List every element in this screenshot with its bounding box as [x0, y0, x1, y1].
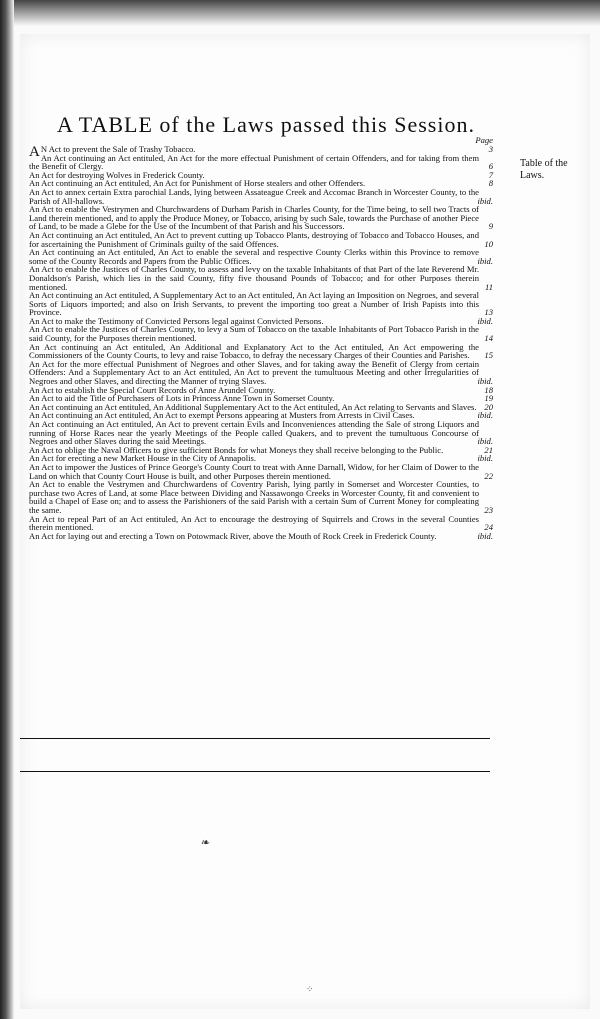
law-entry — [29, 265, 493, 291]
law-entry-page: 19 — [484, 393, 493, 404]
margin-note: Table of the Laws. — [520, 158, 568, 181]
law-entry-page: ibid. — [477, 255, 493, 266]
law-entry-text: An Act continuing an Act entituled, An Act to exempt Persons appearing at Musters from Arrests in Civil Cases. — [29, 410, 415, 421]
closing-rule-bottom — [20, 771, 490, 772]
law-entry — [29, 188, 493, 205]
law-entry — [29, 154, 493, 171]
law-entry-text: An Act to enable the Vestrymen and Churchwardens of Coventry Parish, lying partly in Somerset and Worcester Counties, to purchase two Acres of Land, at some Place between Dividing and Nassawongo Creeks in Worcester County, fit and convenient to build a Chapel of Ease on; and to assess the Parishioners of the said Parish with a certain Sum of Current Money for compleating the same. — [29, 479, 479, 515]
law-entry-page: 3 — [488, 144, 493, 154]
law-entry-text: An Act for erecting a new Market House in the City of Annapolis. — [29, 453, 256, 464]
law-entry-page: 11 — [485, 281, 493, 292]
law-entry-text: An Act continuing an Act entituled, An Additional Supplementary Act to the Act entituled, An Act relating to Servants and Slaves. — [29, 401, 477, 412]
law-entry-page: ibid. — [477, 453, 493, 464]
law-entry-text: An Act continuing an Act entituled, A Supplementary Act to an Act entituled, An Act laying an Imposition on Negroes, and several Sorts of Liquors imported; and also on Irish Servants, to prevent the importing too great a Number of Irish Papists into this Province. — [29, 290, 479, 318]
law-entry-text: An Act to impower the Justices of Prince George's County Court to treat with Anne Darnall, Widow, for her Claim of Dower to the Land on which that County Court House is built, and other Purposes therein mentioned. — [29, 461, 479, 481]
law-entry-text: An Act to annex certain Extra parochial Lands, lying between Assateague Creek and Accomac Branch in Worcester County, to the Parish of All-hallows. — [29, 186, 479, 206]
law-entry-page: ibid. — [477, 315, 493, 326]
law-entry — [29, 420, 493, 446]
law-entry-page: 7 — [488, 169, 493, 180]
law-entry — [29, 360, 493, 386]
law-entry — [29, 480, 493, 514]
law-entry-page: 6 — [488, 161, 493, 172]
law-entry — [29, 248, 493, 265]
law-entry-page: 15 — [484, 350, 493, 361]
law-entry-page: ibid. — [477, 195, 493, 206]
law-entry-page: 9 — [488, 221, 493, 232]
law-entry-text: An Act to establish the Special Court Records of Anne Arundel County. — [29, 384, 276, 395]
law-entry-text: An Act to enable the Vestrymen and Churchwardens of Durham Parish in Charles County, for the Time being, to sell two Tracts of Land therein mentioned, and to apply the Produce Money, or Tobacco, arising by such Sale, towards the Purchase of another Piece of Land, to be made a Glebe for the Use of the Incumbent of that Parish and his Successors. — [29, 204, 479, 232]
document-title: A TABLE of the Laws passed this Session. — [57, 112, 475, 137]
law-entry-text: An Act to enable the Justices of Charles County, to levy a Sum of Tobacco on the taxable Inhabitants of Port Tobacco Parish in the said County, for the Purposes therein mentioned. — [29, 324, 479, 344]
law-entry-text: An Act continuing an Act entituled, An Act for the more effectual Punishment of certain Offenders, and for taking from them the Benefit of Clergy. — [29, 152, 479, 172]
law-entry — [29, 231, 493, 248]
law-entry-page: 20 — [484, 401, 493, 412]
law-entry — [29, 325, 493, 342]
law-entry-text: An Act to aid the Title of Purchasers of Lots in Princess Anne Town in Somerset County. — [29, 393, 335, 404]
law-entry-text: AN Act to prevent the Sale of Trashy Tobacco. — [29, 144, 196, 160]
law-entry — [29, 343, 493, 360]
law-entry — [29, 532, 493, 541]
law-entry-text: An Act for the more effectual Punishment of Negroes and other Slaves, and for taking away the Benefit of Clergy from certain Offenders: And a Supplementary Act to an Act entituled, An Act to prevent the tumultuous Meeting and other Irregularities of Negroes and other Slaves, and directing the Manner of trying Slaves. — [29, 358, 479, 387]
law-entry-text: An Act to repeal Part of an Act entituled, An Act to encourage the destroying of Squirrels and Crows in the several Counties therein mentioned. — [29, 513, 479, 533]
law-entry-text: An Act to oblige the Naval Officers to give sufficient Bonds for what Moneys they shall receive belonging to the Public. — [29, 444, 444, 455]
law-entry-page: ibid. — [477, 436, 493, 447]
law-entry-page: 18 — [484, 384, 493, 395]
law-entry-page: 22 — [484, 470, 493, 481]
law-entry — [29, 515, 493, 532]
law-entry-page: ibid. — [477, 410, 493, 421]
law-entry-page: ibid. — [477, 530, 493, 541]
law-entry-page: 24 — [484, 522, 493, 533]
law-entry-text: An Act continuing an Act entituled, An Act to prevent cutting up Tobacco Plants, destroying of Tobacco and Tobacco Houses, and for ascertaining the Punishment of Criminals guilty of the said Offences. — [29, 229, 479, 249]
table-of-laws — [29, 145, 493, 540]
law-entry-page: 8 — [488, 178, 493, 189]
law-entry — [29, 291, 493, 317]
law-entry-text: An Act for laying out and erecting a Town on Potowmack River, above the Mouth of Rock Creek in Frederick County. — [29, 530, 437, 541]
law-entry-page: 23 — [484, 504, 493, 515]
law-entry-text: An Act continuing an Act entituled, An Act to prevent certain Evils and Inconveniences attending the Sale of strong Liquors and running of Horse Races near the yearly Meetings of the People called Quakers, and to prevent the tumultuous Concourse of Negroes and other Slaves during the said Meetings. — [29, 419, 479, 447]
page-binding-shadow — [0, 0, 14, 1019]
law-entry-text: An Act continuing an Act entituled, An Act for Punishment of Horse stealers and other Offenders. — [29, 178, 366, 189]
closing-rule-top — [20, 738, 490, 739]
law-entry-page: 13 — [484, 307, 493, 318]
law-entry-page: 10 — [484, 238, 493, 249]
law-entry-page: 14 — [484, 333, 493, 344]
law-entry-text: An Act for destroying Wolves in Frederick County. — [29, 169, 205, 180]
law-entry-text: An Act continuing an Act entituled, An Additional and Explanatory Act to the Act entituled, An Act empowering the Commissioners of the County Courts, to levy and raise Tobacco, to defray the necessary Charges of their Counties and Parishes. — [29, 341, 479, 361]
ink-scribble: ❧ — [200, 836, 210, 849]
law-entry-text: An Act to make the Testimony of Convicted Persons legal against Convicted Persons. — [29, 315, 324, 326]
law-entry-page: ibid. — [477, 376, 493, 387]
law-entry — [29, 205, 493, 231]
law-entry-text: An Act continuing an Act entituled, An Act to enable the several and respective County Clerks within this Province to remove some of the County Records and Papers from the Public Offices. — [29, 247, 479, 266]
page-top-edge — [0, 0, 600, 26]
law-entry-page: 21 — [484, 444, 493, 455]
law-entry — [29, 463, 493, 480]
ink-speck: ⁘ — [306, 985, 314, 995]
law-entry-text: An Act to enable the Justices of Charles County, to assess and levy on the taxable Inhabitants of that Part of the late Reverend Mr. Donaldson's Parish, which lies in the said County, fifty five thousand Pounds of Tobacco; and for other Purposes therein mentioned. — [29, 264, 479, 292]
